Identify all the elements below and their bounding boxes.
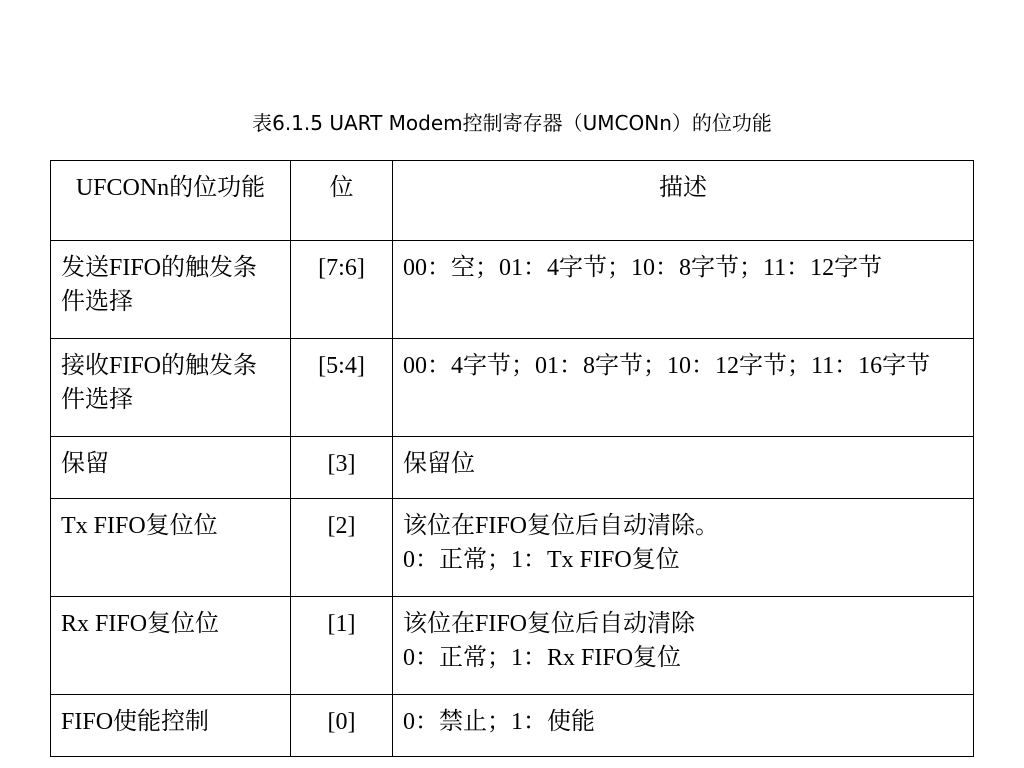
row-description-line: 0：正常；1：Rx FIFO复位 bbox=[403, 645, 682, 671]
row-bit-range: [7:6] bbox=[291, 241, 393, 339]
row-description bbox=[393, 437, 974, 499]
table-caption: 表6.1.5 UART Modem控制寄存器（UMCONn）的位功能 bbox=[252, 111, 772, 135]
row-bit-function: FIFO使能控制 bbox=[51, 695, 291, 757]
row-description bbox=[393, 597, 974, 695]
header-bit-function: UFCONn的位功能 bbox=[51, 161, 291, 241]
row-description bbox=[393, 499, 974, 597]
table-row bbox=[51, 499, 974, 597]
row-bit-range: [5:4] bbox=[291, 339, 393, 437]
row-description bbox=[393, 695, 974, 757]
header-description: 描述 bbox=[393, 161, 974, 241]
row-bit-function: 发送FIFO的触发条件选择 bbox=[51, 241, 291, 339]
row-bit-range: [2] bbox=[291, 499, 393, 597]
row-description bbox=[393, 339, 974, 437]
row-description-line: 00：4字节；01：8字节；10：12字节；11：16字节 bbox=[403, 353, 931, 379]
table-row bbox=[51, 597, 974, 695]
table-header-row bbox=[51, 161, 974, 241]
table-row bbox=[51, 695, 974, 757]
register-bit-table bbox=[50, 160, 974, 757]
row-bit-function: 接收FIFO的触发条件选择 bbox=[51, 339, 291, 437]
row-description bbox=[393, 241, 974, 339]
table-row bbox=[51, 437, 974, 499]
row-bit-range: [1] bbox=[291, 597, 393, 695]
row-bit-range: [0] bbox=[291, 695, 393, 757]
header-bit: 位 bbox=[291, 161, 393, 241]
table-row bbox=[51, 339, 974, 437]
row-bit-function: Tx FIFO复位位 bbox=[51, 499, 291, 597]
row-description-line: 该位在FIFO复位后自动清除 bbox=[403, 611, 696, 637]
row-description-line: 00：空；01：4字节；10：8字节；11：12字节 bbox=[403, 255, 883, 281]
row-bit-range: [3] bbox=[291, 437, 393, 499]
row-description-line: 保留位 bbox=[403, 451, 475, 477]
row-bit-function: Rx FIFO复位位 bbox=[51, 597, 291, 695]
row-description-line: 0：禁止；1：使能 bbox=[403, 709, 595, 735]
table-row bbox=[51, 241, 974, 339]
row-bit-function: 保留 bbox=[51, 437, 291, 499]
row-description-line: 该位在FIFO复位后自动清除。 bbox=[403, 513, 720, 539]
row-description-line: 0：正常；1：Tx FIFO复位 bbox=[403, 547, 680, 573]
